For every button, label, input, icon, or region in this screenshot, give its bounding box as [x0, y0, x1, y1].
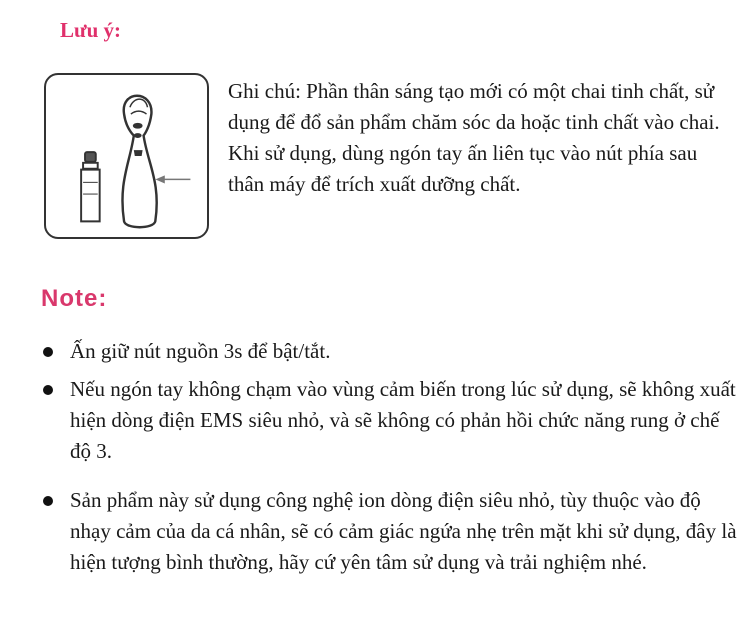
bullet-dot-icon [43, 496, 53, 506]
bullet-dot-icon [43, 347, 53, 357]
list-item [40, 374, 745, 467]
essence-bottle-icon [81, 152, 100, 221]
device-body-icon [122, 96, 156, 227]
note-heading-english: Note: [41, 285, 108, 312]
list-item [40, 336, 745, 367]
list-item-text: Ấn giữ nút nguồn 3s để bật/tắt. [70, 339, 331, 363]
arrow-left-icon [157, 176, 190, 182]
device-head-icon [130, 99, 148, 114]
note-bullet-list [40, 336, 745, 578]
list-item [40, 485, 745, 578]
list-item-text: Nếu ngón tay không chạm vào vùng cảm biến trong lúc sử dụng, sẽ không xuất hiện dòng điện EMS siêu nhỏ, và sẽ không có phản hồi chức năng rung ở chế độ 3. [70, 377, 736, 463]
device-with-essence-bottle-illustration [46, 75, 207, 237]
bullet-dot-icon [43, 385, 53, 395]
device-illustration [44, 73, 209, 239]
note-description: Ghi chú: Phần thân sáng tạo mới có một chai tinh chất, sử dụng để đổ sản phẩm chăm sóc da hoặc tinh chất vào chai. Khi sử dụng, dùng ngón tay ấn liên tục vào nút phía sau thân máy để trích xuất dưỡng chất. [228, 79, 720, 196]
note-heading-vietnamese: Lưu ý: [60, 18, 122, 42]
list-item-text: Sản phẩm này sử dụng công nghệ ion dòng điện siêu nhỏ, tùy thuộc vào độ nhạy cảm của da cá nhân, sẽ có cảm giác ngứa nhẹ trên mặt khi sử dụng, đây là hiện tượng bình thường, hãy cứ yên tâm sử dụng và trải nghiệm nhé. [70, 488, 737, 574]
